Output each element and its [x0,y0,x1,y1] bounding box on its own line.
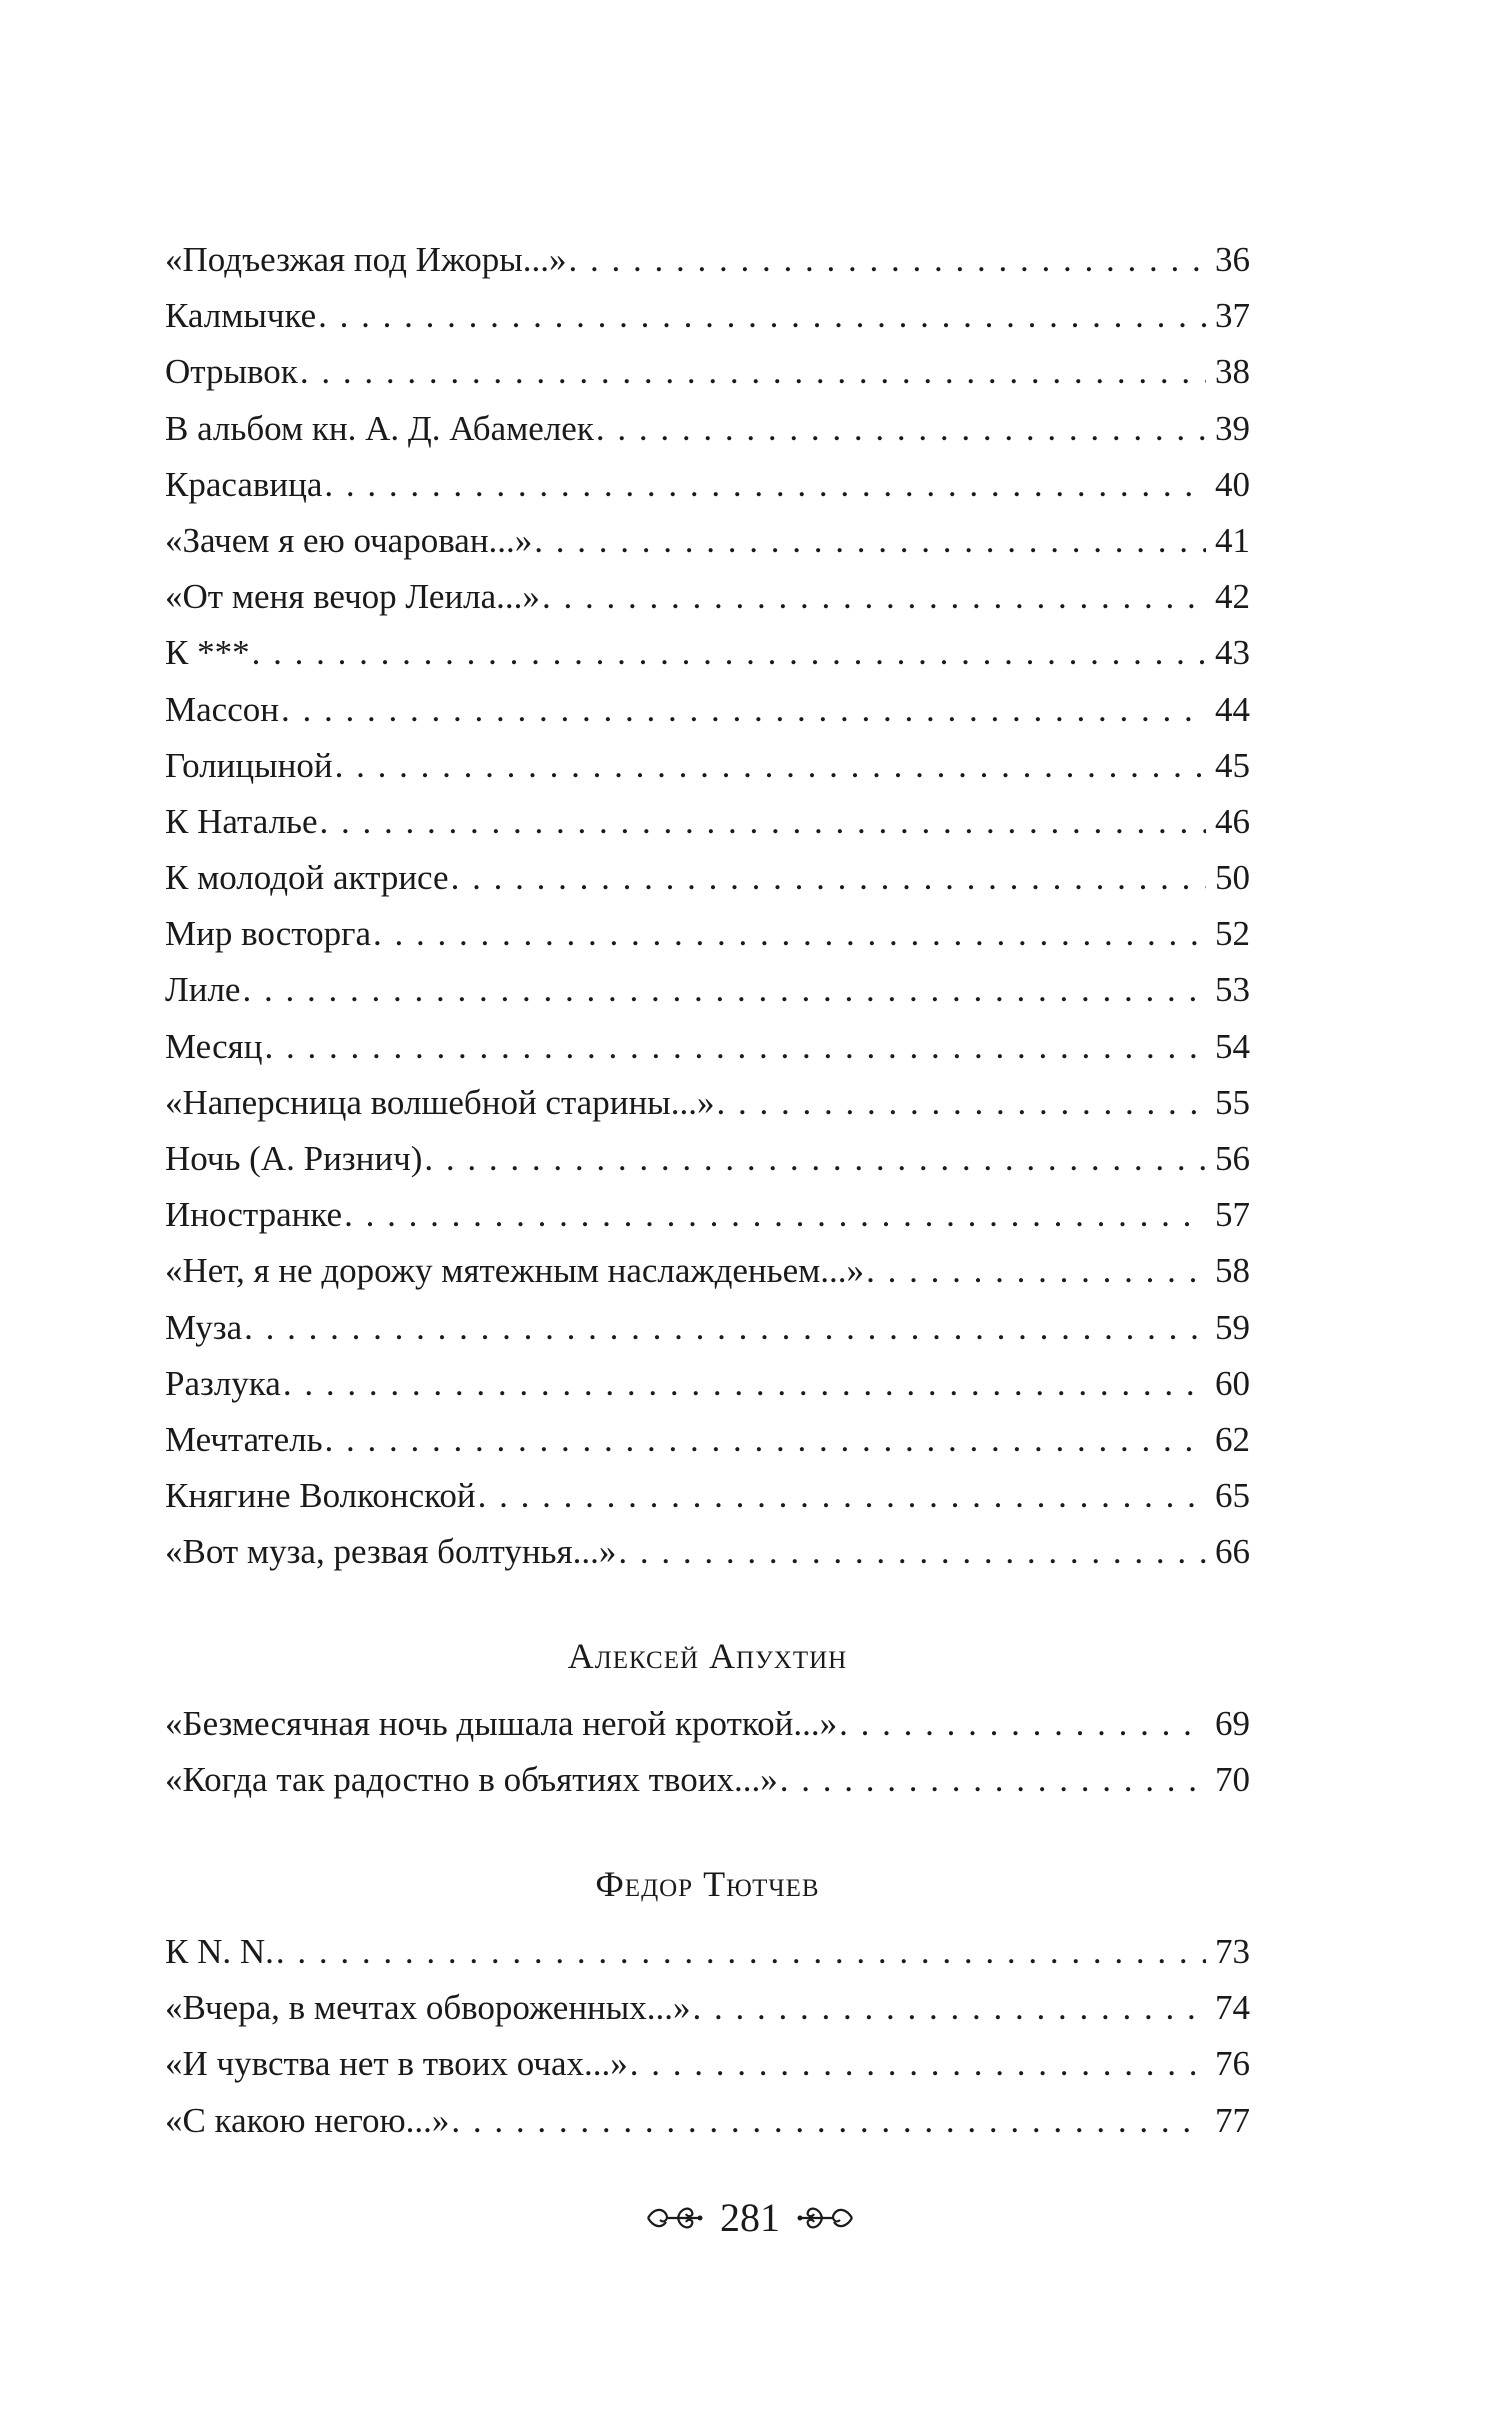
toc-section-tyutchev [165,1924,1250,2149]
dot-leader [542,569,1206,625]
toc-entry-title: «От меня вечор Леила...» [165,577,540,617]
toc-entry [165,738,1250,794]
toc-entry [165,850,1250,906]
toc-entry-page: 57 [1215,1195,1250,1235]
dot-leader [281,682,1206,738]
author-heading-apukhtin: Алексей Апухтин [567,1636,848,1676]
toc-entry-page: 58 [1215,1251,1250,1291]
dot-leader [534,513,1206,569]
toc-entry [165,569,1250,625]
toc-entry-title: «Подъезжая под Ижоры...» [165,240,567,279]
toc-entry [165,1356,1250,1412]
dot-leader [276,1924,1206,1980]
toc-entry-page: 69 [1215,1704,1250,1743]
toc-entry [165,1075,1250,1131]
toc-entry [165,1243,1250,1299]
author-heading-tyutchev: Федор Тютчев [595,1864,820,1904]
toc-entry [165,1752,1250,1808]
toc-entry-page: 59 [1215,1307,1250,1347]
dot-leader [242,962,1206,1018]
page-footer [0,2188,1500,2248]
dot-leader [324,457,1206,513]
toc-entry [165,1019,1250,1075]
toc-entry-title: «Безмесячная ночь дышала негой кроткой...» [165,1704,838,1743]
floral-ornament-icon [644,2200,706,2236]
dot-leader [693,1980,1206,2036]
toc-entry-page: 60 [1215,1363,1250,1403]
toc-entry-title: Лиле [165,970,241,1010]
toc-entry-title: Разлука [165,1363,281,1403]
toc-entry [165,457,1250,513]
toc-entry-page: 66 [1215,1532,1250,1572]
toc-entry [165,232,1250,288]
dot-leader [335,738,1206,794]
toc-entry [165,1468,1250,1524]
toc-entry-page: 55 [1215,1082,1250,1122]
toc-entry-title: Иностранке [165,1195,343,1235]
toc-entry [165,1980,1250,2036]
toc-entry-title: Красавица [165,464,323,504]
dot-leader [325,1412,1206,1468]
toc-entry [165,1131,1250,1187]
toc-entry-title: К *** [165,633,250,673]
toc-entry-page: 70 [1215,1760,1250,1800]
toc-entry-page: 53 [1215,970,1250,1010]
dot-leader [344,1187,1206,1243]
toc-entry [165,401,1250,457]
toc-entry-title: «Зачем я ею очарован...» [165,520,533,560]
dot-leader [866,1243,1206,1299]
toc-entry-title: Калмычке [165,296,317,336]
toc-entry [165,625,1250,681]
toc-section-apukhtin [165,1696,1250,1808]
dot-leader [451,850,1206,906]
toc-entry-title: Месяц [165,1026,263,1066]
toc-entry-title: К Наталье [165,801,318,841]
toc-entry [165,962,1250,1018]
toc-entry [165,1924,1250,1980]
dot-leader [244,1300,1206,1356]
dot-leader [424,1131,1206,1187]
dot-leader [300,344,1206,400]
toc-entry-page: 37 [1215,296,1250,336]
dot-leader [320,794,1206,850]
toc-entry-page: 62 [1215,1419,1250,1459]
toc-entry-page: 44 [1215,689,1250,729]
dot-leader [252,625,1206,681]
toc-entry-page: 77 [1215,2100,1250,2140]
dot-leader [716,1075,1206,1131]
toc-entry-page: 65 [1215,1476,1250,1516]
toc-entry-page: 46 [1215,801,1250,841]
dot-leader [283,1356,1206,1412]
toc-entry-page: 74 [1215,1988,1250,2028]
toc-entry [165,1187,1250,1243]
toc-entry-page: 38 [1215,352,1250,392]
toc-entry-title: «Вчера, в мечтах обвороженных...» [165,1988,691,2028]
dot-leader [569,232,1206,288]
toc-entry-title: «Вот муза, резвая болтунья...» [165,1532,617,1572]
toc-entry-title: Отрывок [165,352,298,392]
toc-entry-title: В альбом кн. А. Д. Абамелек [165,408,594,448]
toc-entry [165,344,1250,400]
toc-entry-page: 45 [1215,745,1250,785]
dot-leader [780,1752,1206,1808]
toc-entry-page: 40 [1215,464,1250,504]
toc-entry-title: «И чувства нет в твоих очах...» [165,2044,628,2084]
toc-entry-page: 36 [1215,240,1250,279]
toc-entry-page: 54 [1215,1026,1250,1066]
toc-entry-page: 73 [1215,1932,1250,1971]
toc-entry-page: 50 [1215,858,1250,898]
toc-entry-title: Мир восторга [165,914,372,954]
dot-leader [373,906,1206,962]
dot-leader [618,1524,1206,1580]
dot-leader [478,1468,1206,1524]
page-number: 281 [720,2195,780,2240]
floral-ornament-icon [794,2200,856,2236]
toc-entry-title: Княгине Волконской [165,1476,476,1516]
toc-entry-title: Массон [165,689,279,729]
toc-entry-title: «С какою негою...» [165,2100,450,2140]
dot-leader [451,2093,1206,2149]
toc-entry-title: К N. N. [165,1932,274,1971]
toc-entry-page: 76 [1215,2044,1250,2084]
toc-entry-title: «Нет, я не дорожу мятежным наслажденьем...» [165,1251,865,1291]
toc-section-pushkin [165,232,1250,1581]
toc-entry-title: Муза [165,1307,243,1347]
toc-entry-page: 43 [1215,633,1250,673]
toc-entry-title: К молодой актрисе [165,858,449,898]
dot-leader [839,1696,1206,1752]
toc-entry [165,906,1250,962]
toc-entry-title: Голицыной [165,745,333,785]
toc-entry-title: Ночь (А. Ризнич) [165,1139,423,1178]
dot-leader [318,288,1206,344]
toc-entry-page: 41 [1215,520,1250,560]
toc-entry-title: «Когда так радостно в объятиях твоих...» [165,1760,778,1800]
toc-entry-page: 56 [1215,1139,1250,1178]
toc-entry [165,682,1250,738]
dot-leader [630,2036,1206,2092]
toc-entry-page: 42 [1215,577,1250,617]
dot-leader [264,1019,1206,1075]
toc-entry [165,1696,1250,1752]
toc-entry-page: 52 [1215,914,1250,954]
dot-leader [596,401,1206,457]
toc-entry [165,513,1250,569]
toc-entry-title: Мечтатель [165,1419,323,1459]
toc-entry [165,794,1250,850]
toc-entry [165,1300,1250,1356]
toc-entry [165,2093,1250,2149]
toc-entry [165,2036,1250,2092]
toc-entry [165,288,1250,344]
toc-entry [165,1524,1250,1580]
toc-entry [165,1412,1250,1468]
toc-entry-page: 39 [1215,408,1250,448]
toc-entry-title: «Наперсница волшебной старины...» [165,1082,715,1122]
